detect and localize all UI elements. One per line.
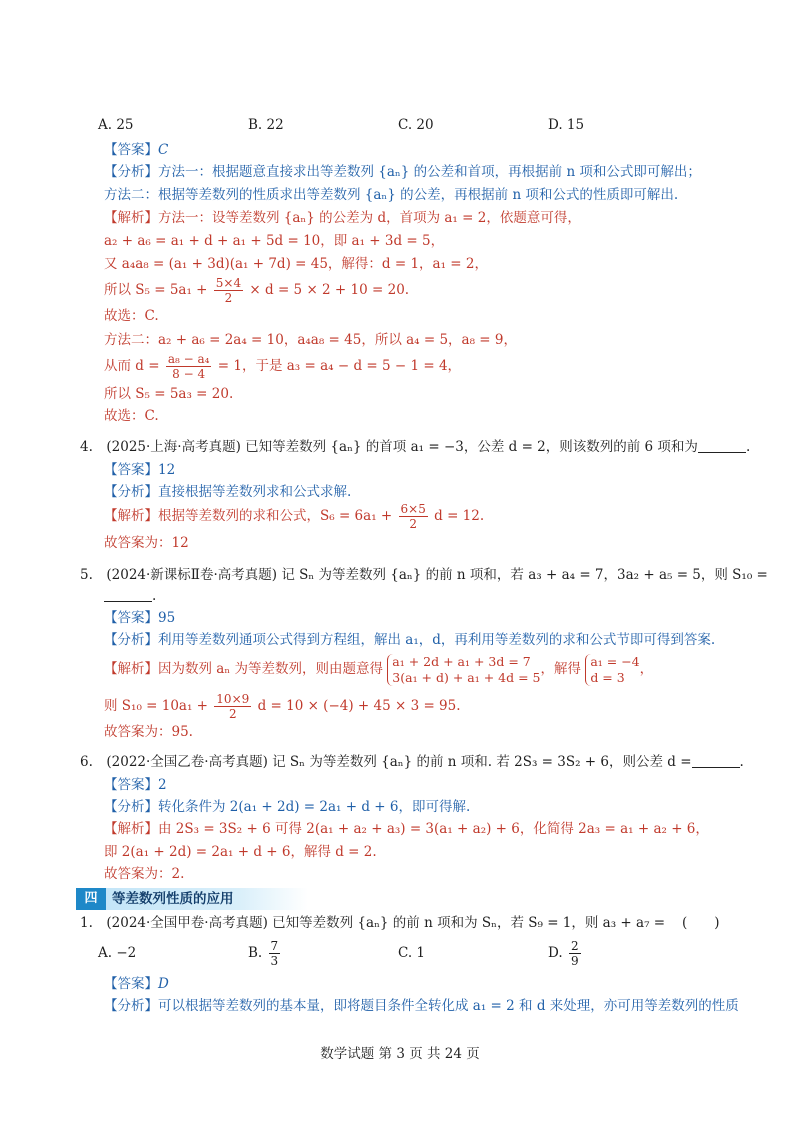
analysis-tag: 【分析】	[104, 632, 158, 648]
q3-analysis-line-1	[104, 162, 701, 182]
formula-suffix: d = 10 × (−4) + 45 × 3 = 95.	[257, 698, 461, 714]
solution-tag: 【解析】	[104, 210, 158, 226]
denominator: 8 − 4	[172, 367, 206, 381]
numerator: 6×5	[400, 502, 426, 516]
denominator: 2	[409, 517, 417, 531]
answer-value: D	[158, 976, 169, 992]
q6-stem: 6. (2022·全国乙卷·高考真题) 记 Sₙ 为等差数列 {aₙ} 的前 n 项和. 若 2S₃ = 3S₂ + 6，则公差 d = .	[80, 754, 744, 770]
formula-prefix: 所以 S₅ = 5a₁ +	[104, 282, 208, 298]
answer-tag: 【答案】	[104, 142, 158, 158]
answer-paren: ( )	[682, 915, 720, 931]
q5-answer-line	[104, 608, 175, 628]
q4-final: 故答案为：12	[104, 535, 189, 551]
s4q1-answer-line	[104, 974, 169, 994]
formula-prefix: 根据等差数列的求和公式，S₆ = 6a₁ +	[158, 508, 393, 524]
option-c: C. 20	[398, 117, 434, 133]
q6-solution-line-2: 即 2(a₁ + 2d) = 2a₁ + d + 6，解得 d = 2.	[104, 844, 377, 860]
s4q1-analysis-line	[104, 996, 739, 1016]
q3-solution-line-1	[104, 208, 581, 228]
solution-tag: 【解析】	[104, 508, 158, 524]
answer-blank	[692, 753, 740, 768]
denominator: 3	[270, 954, 279, 968]
q3-solution-line-5: 故选：C.	[104, 308, 159, 324]
answer-value: 2	[158, 777, 167, 793]
option-b: B. 22	[248, 117, 284, 133]
q3-analysis-line-2: 方法二：根据等差数列的性质求出等差数列 {aₙ} 的公差，再根据前 n 项和公式的性质即可解出.	[104, 187, 679, 203]
q5-final: 故答案为：95.	[104, 724, 193, 740]
s4q1-option-a: A. −2	[98, 945, 137, 961]
equation: a₁ = −4	[590, 653, 640, 669]
page-footer: 数学试题 第 3 页 共 24 页	[320, 1046, 480, 1062]
q3-solution-line-7	[104, 352, 461, 381]
question-text: 4. (2025·上海·高考真题) 已知等差数列 {aₙ} 的首项 a₁ = −3，公差 d = 2，则该数列的前 6 项和为	[80, 439, 698, 455]
solution-text: ，解得	[540, 661, 582, 677]
fraction	[214, 692, 251, 721]
formula-prefix: 则 S₁₀ = 10a₁ +	[104, 698, 208, 714]
answer-blank	[104, 587, 152, 602]
solution-text: 方法一：设等差数列 {aₙ} 的公差为 d，首项为 a₁ = 2，依题意可得，	[158, 210, 581, 226]
q6-answer-line	[104, 775, 167, 795]
q3-solution-line-9: 故选：C.	[104, 408, 159, 424]
solution-text: ，	[639, 661, 654, 677]
equation-system	[387, 654, 540, 686]
fraction	[569, 939, 581, 968]
option-label: B.	[248, 945, 263, 961]
q4-solution-line	[104, 502, 484, 531]
q3-solution-line-2: a₂ + a₆ = a₁ + d + a₁ + 5d = 10，即 a₁ + 3d = 5，	[104, 233, 445, 249]
analysis-text: 转化条件为 2(a₁ + 2d) = 2a₁ + d + 6，即可得解.	[158, 799, 471, 815]
formula-suffix: d = 12.	[434, 508, 485, 524]
denominator: 9	[570, 954, 579, 968]
q5-solution-line-2	[104, 692, 461, 721]
option-d: D. 15	[548, 117, 585, 133]
formula-prefix: 从而 d =	[104, 358, 160, 374]
answer-blank	[698, 438, 746, 453]
denominator: 2	[224, 291, 233, 305]
solution-tag: 【解析】	[104, 661, 158, 677]
q3-solution-line-3: 又 a₄a₈ = (a₁ + 3d)(a₁ + 7d) = 45，解得：d = 1，a₁ = 2，	[104, 256, 488, 272]
numerator: 5×4	[215, 276, 242, 290]
q5-stem-blank-line: .	[104, 586, 156, 606]
section-title: 等差数列性质的应用	[112, 891, 234, 907]
option-a: A. 25	[98, 117, 134, 133]
fraction	[399, 502, 428, 531]
q4-analysis-line	[104, 482, 351, 502]
q5-stem: 5. (2024·新课标Ⅱ卷·高考真题) 记 Sₙ 为等差数列 {aₙ} 的前 n 项和，若 a₃ + a₄ = 7，3a₂ + a₅ = 5，则 S₁₀ =	[80, 567, 768, 583]
q3-solution-line-4	[104, 276, 409, 305]
q4-stem: 4. (2025·上海·高考真题) 已知等差数列 {aₙ} 的首项 a₁ = −3，公差 d = 2，则该数列的前 6 项和为 .	[80, 439, 751, 455]
s4q1-option-b	[248, 936, 282, 970]
formula-suffix: = 1，于是 a₃ = a₄ − d = 5 − 1 = 4，	[217, 358, 462, 374]
numerator: 7	[270, 939, 279, 953]
q6-final: 故答案为：2.	[104, 866, 185, 882]
equation: a₁ + 2d + a₁ + 3d = 7	[392, 653, 531, 669]
section-number: 四	[76, 888, 106, 910]
option-label: D.	[548, 945, 563, 961]
analysis-tag: 【分析】	[104, 998, 158, 1014]
answer-tag: 【答案】	[104, 610, 158, 626]
answer-tag: 【答案】	[104, 777, 158, 793]
answer-tag: 【答案】	[104, 462, 158, 478]
q3-answer-line	[104, 140, 168, 160]
analysis-tag: 【分析】	[104, 799, 158, 815]
analysis-text: 利用等差数列通项公式得到方程组，解出 a₁，d，再利用等差数列的求和公式节即可得到答案.	[158, 632, 716, 648]
answer-tag: 【答案】	[104, 976, 158, 992]
q6-analysis-line	[104, 797, 470, 817]
fraction	[166, 352, 212, 381]
analysis-tag: 【分析】	[104, 164, 158, 180]
fraction	[269, 939, 281, 968]
question-text: 6. (2022·全国乙卷·高考真题) 记 Sₙ 为等差数列 {aₙ} 的前 n 项和. 若 2S₃ = 3S₂ + 6，则公差 d =	[80, 754, 692, 770]
answer-value: 95	[158, 610, 176, 626]
answer-value: 12	[158, 462, 176, 478]
s4q1-stem: 1. (2024·全国甲卷·高考真题) 已知等差数列 {aₙ} 的前 n 项和为 Sₙ，若 S₉ = 1，则 a₃ + a₇ =	[80, 915, 666, 931]
analysis-text: 可以根据等差数列的基本量，即将题目条件全转化成 a₁ = 2 和 d 来处理，亦可用等差数列的性质	[158, 998, 739, 1014]
q6-solution-line-1	[104, 819, 709, 839]
equation: d = 3	[590, 669, 625, 685]
analysis-text: 直接根据等差数列求和公式求解.	[158, 484, 352, 500]
q5-solution-line	[104, 650, 653, 688]
solution-tag: 【解析】	[104, 821, 158, 837]
numerator: 10×9	[216, 692, 250, 706]
solution-system	[585, 654, 639, 686]
q4-answer-line	[104, 460, 175, 480]
s4q1-option-c: C. 1	[398, 945, 426, 961]
q5-analysis-line	[104, 630, 715, 650]
analysis-text: 方法一：根据题意直接求出等差数列 {aₙ} 的公差和首项，再根据前 n 项和公式即可解出；	[158, 164, 701, 180]
equation: 3(a₁ + d) + a₁ + 4d = 5	[392, 669, 541, 685]
numerator: 2	[570, 939, 579, 953]
numerator: a₈ − a₄	[167, 352, 210, 366]
q3-solution-line-8: 所以 S₅ = 5a₃ = 20.	[104, 386, 234, 402]
fraction	[214, 276, 243, 305]
solution-text: 因为数列 aₙ 为等差数列，则由题意得	[158, 661, 383, 677]
analysis-tag: 【分析】	[104, 484, 158, 500]
formula-suffix: × d = 5 × 2 + 10 = 20.	[249, 282, 410, 298]
q3-solution-line-6: 方法二：a₂ + a₆ = 2a₄ = 10，a₄a₈ = 45，所以 a₄ = 5，a₈ = 9，	[104, 332, 518, 348]
answer-value: C	[158, 142, 169, 158]
denominator: 2	[228, 707, 237, 721]
s4q1-option-d	[548, 936, 583, 970]
solution-text: 由 2S₃ = 3S₂ + 6 可得 2(a₁ + a₂ + a₃) = 3(a₁ + a₂) + 6，化简得 2a₃ = a₁ + a₂ + 6，	[158, 821, 709, 837]
